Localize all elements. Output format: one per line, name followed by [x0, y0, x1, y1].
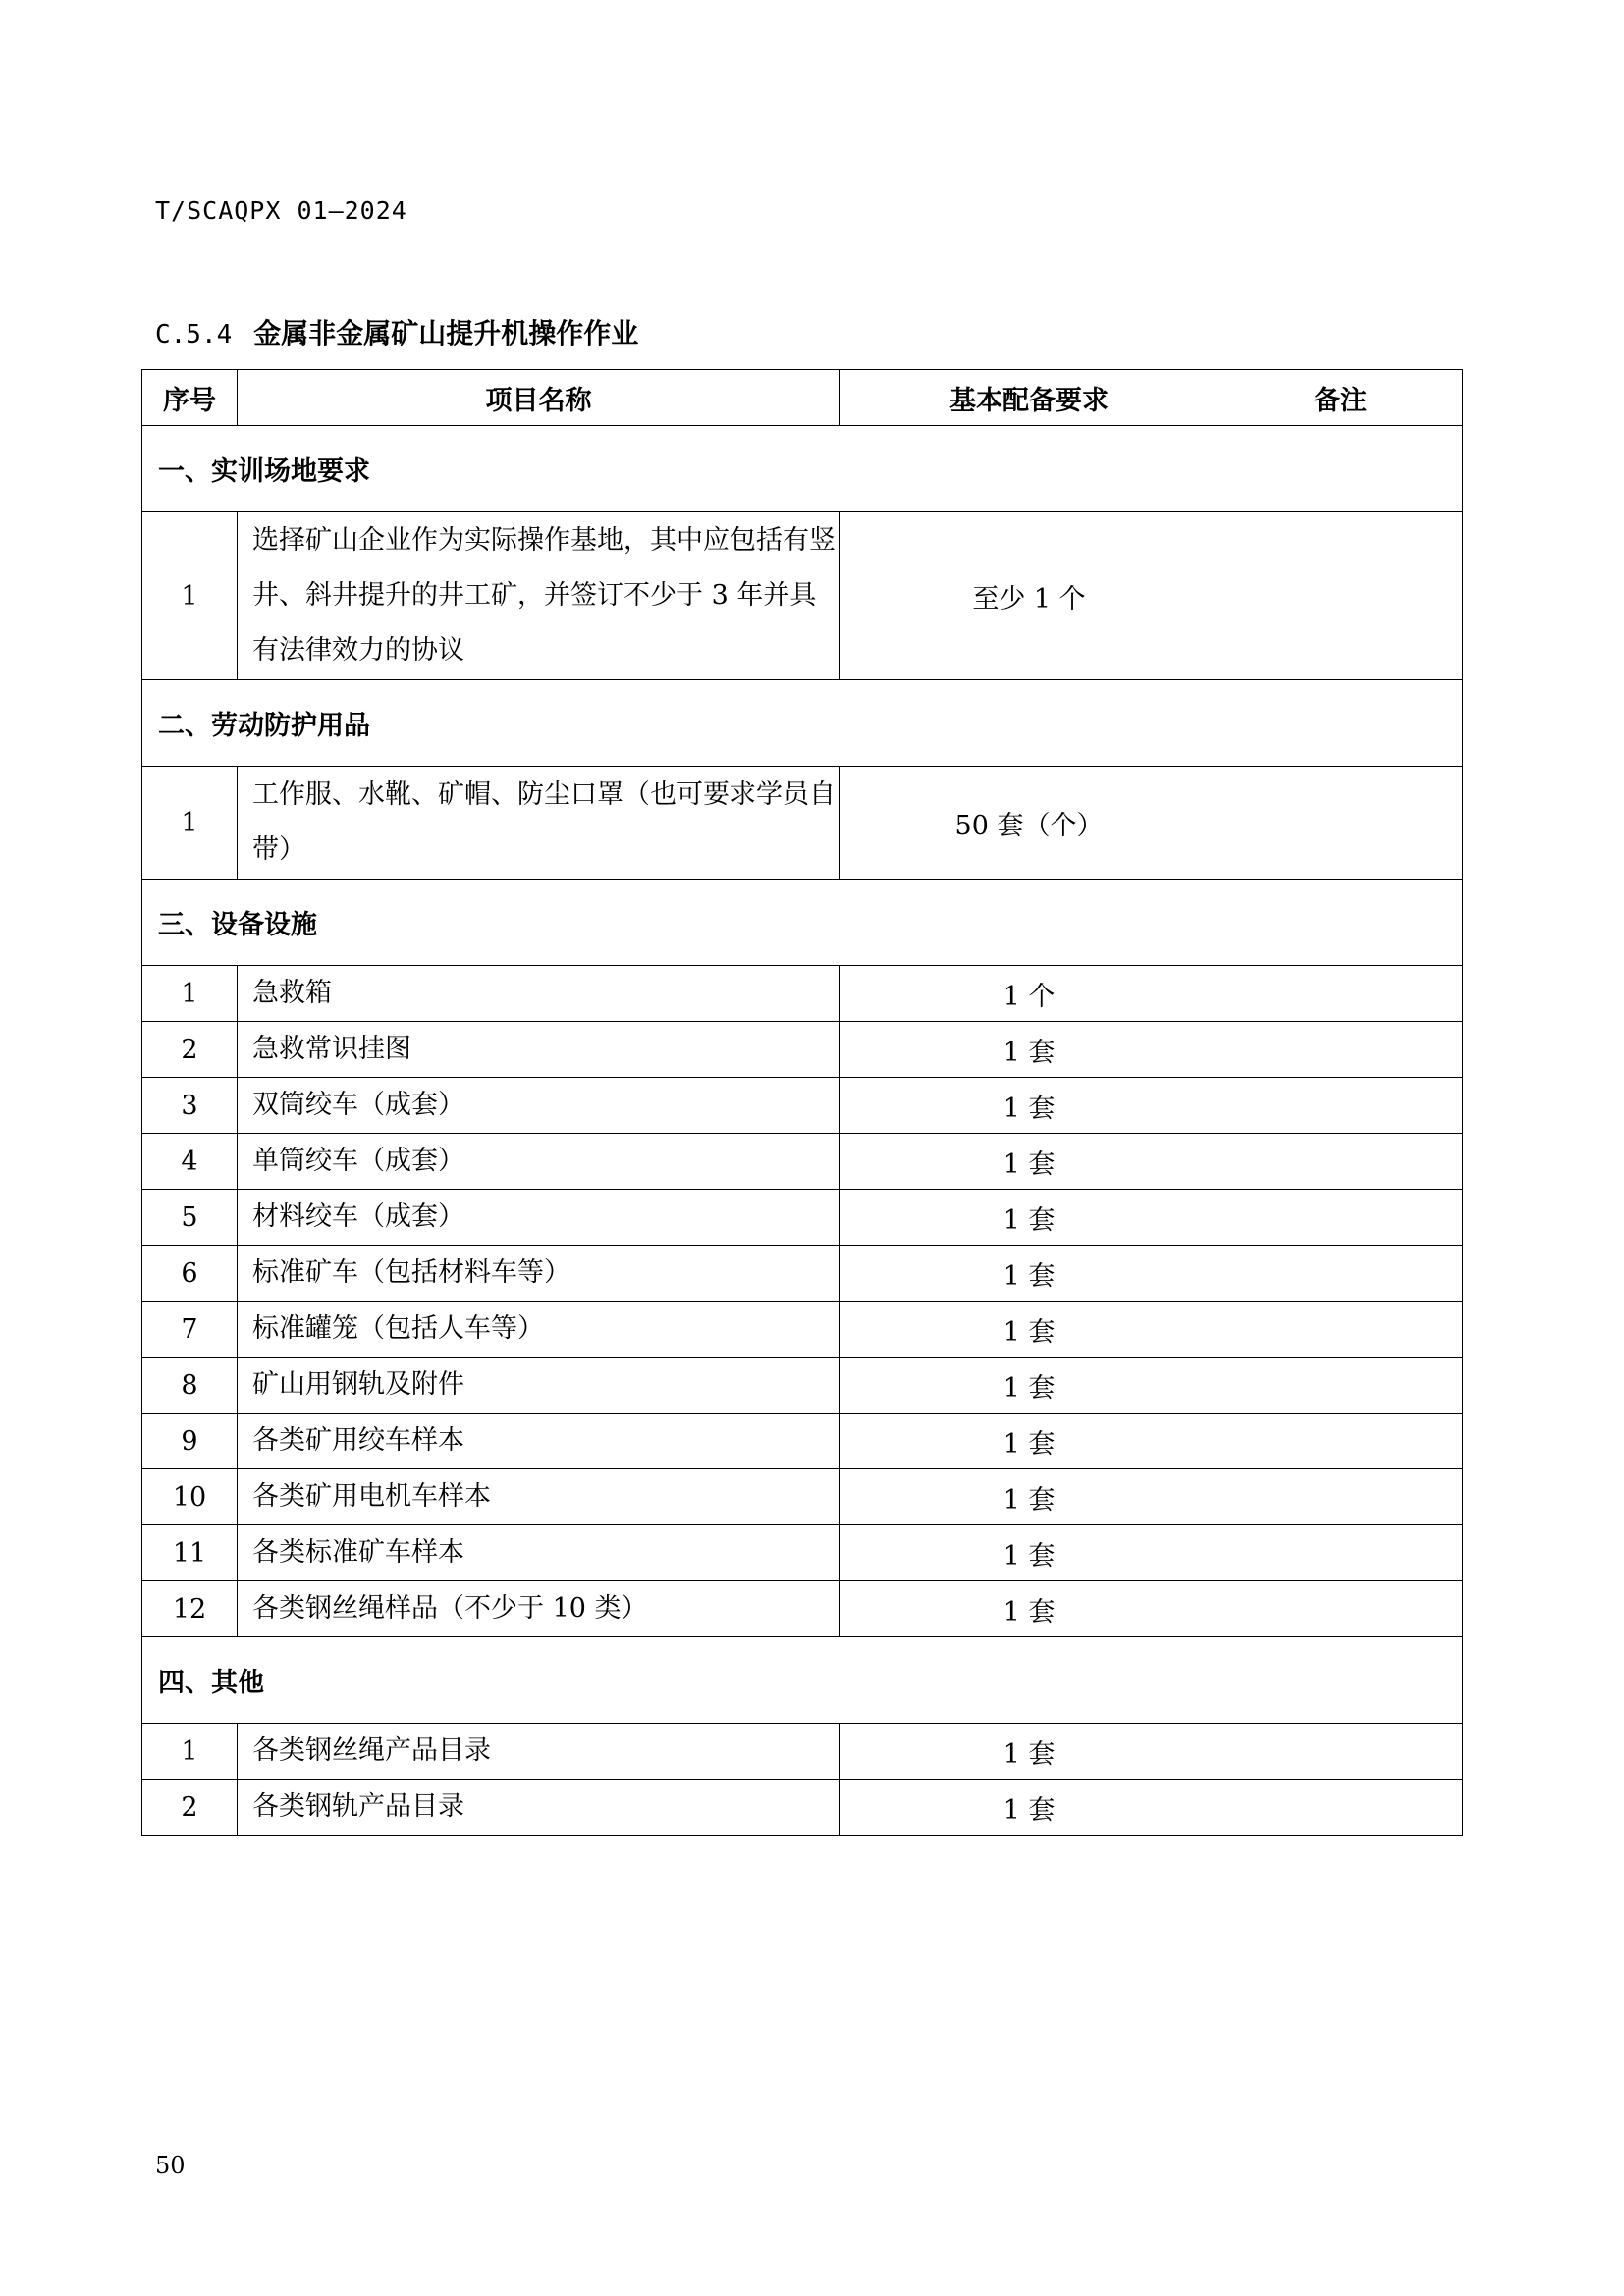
section-heading	[155, 312, 638, 351]
row-index: 1	[142, 767, 238, 880]
row-item-name: 各类标准矿车样本	[238, 1525, 840, 1581]
row-requirement: 1 套	[840, 1022, 1218, 1078]
row-index: 1	[142, 966, 238, 1022]
group-title: 一、实训场地要求	[142, 426, 1463, 512]
row-remarks	[1218, 1246, 1463, 1302]
row-item-name: 双筒绞车（成套）	[238, 1078, 840, 1134]
row-index: 8	[142, 1358, 238, 1414]
table-header-row	[142, 370, 1463, 426]
table-row	[142, 1078, 1463, 1134]
row-requirement: 1 套	[840, 1414, 1218, 1469]
table-row	[142, 1358, 1463, 1414]
row-requirement: 1 套	[840, 1780, 1218, 1836]
row-index: 6	[142, 1246, 238, 1302]
row-requirement: 1 个	[840, 966, 1218, 1022]
row-requirement: 1 套	[840, 1134, 1218, 1190]
row-item-name: 各类钢丝绳样品（不少于 10 类）	[238, 1581, 840, 1637]
row-item-name: 急救常识挂图	[238, 1022, 840, 1078]
table-row	[142, 1525, 1463, 1581]
row-item-name: 矿山用钢轨及附件	[238, 1358, 840, 1414]
table-row	[142, 1022, 1463, 1078]
row-remarks	[1218, 512, 1463, 680]
table-row	[142, 1134, 1463, 1190]
row-item-name: 各类钢轨产品目录	[238, 1780, 840, 1836]
group-title: 四、其他	[142, 1637, 1463, 1724]
section-number: C.5.4	[155, 320, 233, 349]
row-index: 9	[142, 1414, 238, 1469]
row-index: 5	[142, 1190, 238, 1246]
column-header-requirement: 基本配备要求	[840, 370, 1218, 426]
column-header-remarks: 备注	[1218, 370, 1463, 426]
column-header-item-name: 项目名称	[238, 370, 840, 426]
equipment-requirements-table	[141, 369, 1463, 1836]
row-index: 12	[142, 1581, 238, 1637]
row-remarks	[1218, 1134, 1463, 1190]
row-remarks	[1218, 1022, 1463, 1078]
table-row	[142, 1190, 1463, 1246]
row-index: 7	[142, 1302, 238, 1358]
row-remarks	[1218, 1780, 1463, 1836]
row-requirement: 至少 1 个	[840, 512, 1218, 680]
table-row	[142, 1780, 1463, 1836]
row-item-name: 选择矿山企业作为实际操作基地，其中应包括有竖井、斜井提升的井工矿，并签订不少于 3 年并具有法律效力的协议	[238, 512, 840, 680]
row-remarks	[1218, 1190, 1463, 1246]
row-requirement: 1 套	[840, 1469, 1218, 1525]
row-remarks	[1218, 1581, 1463, 1637]
row-item-name: 工作服、水靴、矿帽、防尘口罩（也可要求学员自带）	[238, 767, 840, 880]
column-header-index: 序号	[142, 370, 238, 426]
row-remarks	[1218, 1469, 1463, 1525]
row-index: 10	[142, 1469, 238, 1525]
row-requirement: 1 套	[840, 1525, 1218, 1581]
row-requirement: 1 套	[840, 1724, 1218, 1780]
row-requirement: 1 套	[840, 1581, 1218, 1637]
row-index: 2	[142, 1780, 238, 1836]
table-body	[142, 426, 1463, 1836]
group-header-row	[142, 1637, 1463, 1724]
row-requirement: 1 套	[840, 1078, 1218, 1134]
row-remarks	[1218, 1525, 1463, 1581]
row-item-name: 标准罐笼（包括人车等）	[238, 1302, 840, 1358]
row-requirement: 1 套	[840, 1246, 1218, 1302]
row-requirement: 1 套	[840, 1190, 1218, 1246]
row-remarks	[1218, 1414, 1463, 1469]
row-remarks	[1218, 1302, 1463, 1358]
table-row	[142, 1302, 1463, 1358]
row-remarks	[1218, 966, 1463, 1022]
row-item-name: 单筒绞车（成套）	[238, 1134, 840, 1190]
row-index: 11	[142, 1525, 238, 1581]
row-item-name: 急救箱	[238, 966, 840, 1022]
row-item-name: 标准矿车（包括材料车等）	[238, 1246, 840, 1302]
row-remarks	[1218, 1358, 1463, 1414]
row-requirement: 1 套	[840, 1358, 1218, 1414]
table-row	[142, 767, 1463, 880]
row-remarks	[1218, 1078, 1463, 1134]
row-item-name: 各类矿用电机车样本	[238, 1469, 840, 1525]
table-row	[142, 1469, 1463, 1525]
table-row	[142, 1724, 1463, 1780]
table-row	[142, 1414, 1463, 1469]
table-row	[142, 1581, 1463, 1637]
section-title: 金属非金属矿山提升机操作作业	[253, 317, 639, 349]
group-header-row	[142, 680, 1463, 767]
row-item-name: 材料绞车（成套）	[238, 1190, 840, 1246]
group-header-row	[142, 880, 1463, 966]
document-code: T/SCAQPX 01—2024	[155, 196, 407, 225]
row-index: 2	[142, 1022, 238, 1078]
row-index: 1	[142, 512, 238, 680]
table-row	[142, 966, 1463, 1022]
row-remarks	[1218, 767, 1463, 880]
row-index: 3	[142, 1078, 238, 1134]
table-row	[142, 512, 1463, 680]
row-item-name: 各类钢丝绳产品目录	[238, 1724, 840, 1780]
table-row	[142, 1246, 1463, 1302]
group-title: 二、劳动防护用品	[142, 680, 1463, 767]
group-title: 三、设备设施	[142, 880, 1463, 966]
row-remarks	[1218, 1724, 1463, 1780]
row-index: 1	[142, 1724, 238, 1780]
row-requirement: 1 套	[840, 1302, 1218, 1358]
page-number: 50	[155, 2152, 186, 2179]
group-header-row	[142, 426, 1463, 512]
row-requirement: 50 套（个）	[840, 767, 1218, 880]
row-index: 4	[142, 1134, 238, 1190]
row-item-name: 各类矿用绞车样本	[238, 1414, 840, 1469]
